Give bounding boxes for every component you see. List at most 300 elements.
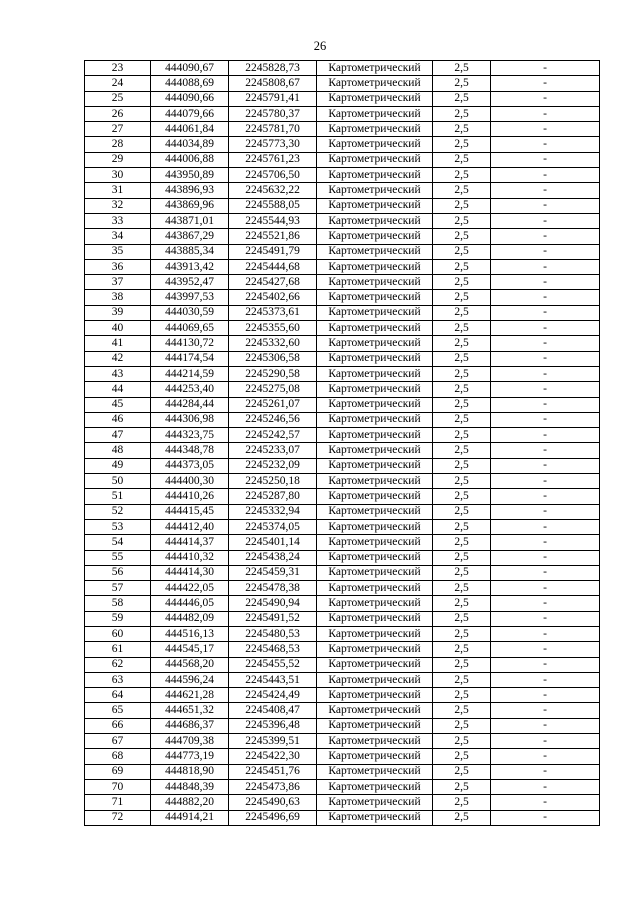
- method-cell: Картометрический: [317, 213, 433, 228]
- description-cell: -: [491, 749, 600, 764]
- point-number-cell: 31: [85, 183, 151, 198]
- description-cell: -: [491, 458, 600, 473]
- table-row: [85, 259, 600, 274]
- x-coordinate-cell: 444545,17: [151, 642, 229, 657]
- description-cell: -: [491, 275, 600, 290]
- table-row: [85, 519, 600, 534]
- table-row: [85, 504, 600, 519]
- description-cell: -: [491, 183, 600, 198]
- x-coordinate-cell: 444414,30: [151, 565, 229, 580]
- accuracy-cell: 2,5: [433, 91, 491, 106]
- table-row: [85, 795, 600, 810]
- table-row: [85, 642, 600, 657]
- method-cell: Картометрический: [317, 657, 433, 672]
- y-coordinate-cell: 2245491,52: [229, 611, 317, 626]
- x-coordinate-cell: 443885,34: [151, 244, 229, 259]
- description-cell: -: [491, 672, 600, 687]
- point-number-cell: 70: [85, 779, 151, 794]
- method-cell: Картометрический: [317, 672, 433, 687]
- y-coordinate-cell: 2245451,76: [229, 764, 317, 779]
- point-number-cell: 29: [85, 152, 151, 167]
- method-cell: Картометрический: [317, 397, 433, 412]
- y-coordinate-cell: 2245791,41: [229, 91, 317, 106]
- x-coordinate-cell: 443869,96: [151, 198, 229, 213]
- coordinates-table: [84, 60, 600, 826]
- table-row: [85, 596, 600, 611]
- method-cell: Картометрический: [317, 611, 433, 626]
- point-number-cell: 69: [85, 764, 151, 779]
- point-number-cell: 48: [85, 443, 151, 458]
- y-coordinate-cell: 2245427,68: [229, 275, 317, 290]
- table-row: [85, 458, 600, 473]
- accuracy-cell: 2,5: [433, 764, 491, 779]
- y-coordinate-cell: 2245396,48: [229, 718, 317, 733]
- table-row: [85, 581, 600, 596]
- description-cell: -: [491, 137, 600, 152]
- point-number-cell: 35: [85, 244, 151, 259]
- x-coordinate-cell: 443952,47: [151, 275, 229, 290]
- point-number-cell: 68: [85, 749, 151, 764]
- description-cell: -: [491, 779, 600, 794]
- accuracy-cell: 2,5: [433, 581, 491, 596]
- y-coordinate-cell: 2245443,51: [229, 672, 317, 687]
- accuracy-cell: 2,5: [433, 275, 491, 290]
- accuracy-cell: 2,5: [433, 152, 491, 167]
- method-cell: Картометрический: [317, 642, 433, 657]
- x-coordinate-cell: 444323,75: [151, 428, 229, 443]
- table-row: [85, 91, 600, 106]
- accuracy-cell: 2,5: [433, 122, 491, 137]
- point-number-cell: 24: [85, 76, 151, 91]
- x-coordinate-cell: 444348,78: [151, 443, 229, 458]
- description-cell: -: [491, 565, 600, 580]
- table-row: [85, 779, 600, 794]
- y-coordinate-cell: 2245422,30: [229, 749, 317, 764]
- x-coordinate-cell: 444414,37: [151, 535, 229, 550]
- y-coordinate-cell: 2245478,38: [229, 581, 317, 596]
- accuracy-cell: 2,5: [433, 397, 491, 412]
- x-coordinate-cell: 444651,32: [151, 703, 229, 718]
- x-coordinate-cell: 444400,30: [151, 474, 229, 489]
- method-cell: Картометрический: [317, 519, 433, 534]
- description-cell: -: [491, 596, 600, 611]
- accuracy-cell: 2,5: [433, 810, 491, 825]
- table-row: [85, 305, 600, 320]
- y-coordinate-cell: 2245544,93: [229, 213, 317, 228]
- point-number-cell: 63: [85, 672, 151, 687]
- accuracy-cell: 2,5: [433, 305, 491, 320]
- method-cell: Картометрический: [317, 305, 433, 320]
- table-row: [85, 122, 600, 137]
- coordinates-table-body: [85, 61, 600, 826]
- table-row: [85, 428, 600, 443]
- description-cell: -: [491, 76, 600, 91]
- point-number-cell: 71: [85, 795, 151, 810]
- x-coordinate-cell: 444069,65: [151, 321, 229, 336]
- method-cell: Картометрический: [317, 458, 433, 473]
- x-coordinate-cell: 444090,66: [151, 91, 229, 106]
- y-coordinate-cell: 2245828,73: [229, 61, 317, 76]
- description-cell: -: [491, 504, 600, 519]
- table-row: [85, 229, 600, 244]
- description-cell: -: [491, 474, 600, 489]
- accuracy-cell: 2,5: [433, 321, 491, 336]
- accuracy-cell: 2,5: [433, 244, 491, 259]
- point-number-cell: 34: [85, 229, 151, 244]
- y-coordinate-cell: 2245496,69: [229, 810, 317, 825]
- x-coordinate-cell: 444174,54: [151, 351, 229, 366]
- method-cell: Картометрический: [317, 321, 433, 336]
- x-coordinate-cell: 444214,59: [151, 366, 229, 381]
- description-cell: -: [491, 764, 600, 779]
- method-cell: Картометрический: [317, 565, 433, 580]
- method-cell: Картометрический: [317, 626, 433, 641]
- method-cell: Картометрический: [317, 259, 433, 274]
- description-cell: -: [491, 382, 600, 397]
- y-coordinate-cell: 2245468,53: [229, 642, 317, 657]
- point-number-cell: 43: [85, 366, 151, 381]
- point-number-cell: 55: [85, 550, 151, 565]
- y-coordinate-cell: 2245399,51: [229, 734, 317, 749]
- point-number-cell: 65: [85, 703, 151, 718]
- x-coordinate-cell: 444621,28: [151, 688, 229, 703]
- accuracy-cell: 2,5: [433, 382, 491, 397]
- method-cell: Картометрический: [317, 106, 433, 121]
- table-row: [85, 810, 600, 825]
- y-coordinate-cell: 2245332,94: [229, 504, 317, 519]
- method-cell: Картометрический: [317, 382, 433, 397]
- method-cell: Картометрический: [317, 504, 433, 519]
- accuracy-cell: 2,5: [433, 672, 491, 687]
- y-coordinate-cell: 2245521,86: [229, 229, 317, 244]
- description-cell: -: [491, 412, 600, 427]
- description-cell: -: [491, 366, 600, 381]
- y-coordinate-cell: 2245781,70: [229, 122, 317, 137]
- method-cell: Картометрический: [317, 779, 433, 794]
- accuracy-cell: 2,5: [433, 106, 491, 121]
- y-coordinate-cell: 2245808,67: [229, 76, 317, 91]
- description-cell: -: [491, 213, 600, 228]
- description-cell: -: [491, 642, 600, 657]
- method-cell: Картометрический: [317, 550, 433, 565]
- accuracy-cell: 2,5: [433, 290, 491, 305]
- y-coordinate-cell: 2245332,60: [229, 336, 317, 351]
- y-coordinate-cell: 2245287,80: [229, 489, 317, 504]
- y-coordinate-cell: 2245250,18: [229, 474, 317, 489]
- accuracy-cell: 2,5: [433, 688, 491, 703]
- accuracy-cell: 2,5: [433, 703, 491, 718]
- x-coordinate-cell: 443867,29: [151, 229, 229, 244]
- description-cell: -: [491, 718, 600, 733]
- y-coordinate-cell: 2245373,61: [229, 305, 317, 320]
- table-row: [85, 336, 600, 351]
- point-number-cell: 46: [85, 412, 151, 427]
- accuracy-cell: 2,5: [433, 336, 491, 351]
- x-coordinate-cell: 444130,72: [151, 336, 229, 351]
- method-cell: Картометрический: [317, 122, 433, 137]
- table-row: [85, 565, 600, 580]
- y-coordinate-cell: 2245401,14: [229, 535, 317, 550]
- method-cell: Картометрический: [317, 688, 433, 703]
- y-coordinate-cell: 2245306,58: [229, 351, 317, 366]
- method-cell: Картометрический: [317, 535, 433, 550]
- method-cell: Картометрический: [317, 152, 433, 167]
- y-coordinate-cell: 2245233,07: [229, 443, 317, 458]
- point-number-cell: 33: [85, 213, 151, 228]
- x-coordinate-cell: 444412,40: [151, 519, 229, 534]
- table-row: [85, 61, 600, 76]
- method-cell: Картометрический: [317, 489, 433, 504]
- table-row: [85, 152, 600, 167]
- table-row: [85, 397, 600, 412]
- point-number-cell: 26: [85, 106, 151, 121]
- accuracy-cell: 2,5: [433, 626, 491, 641]
- description-cell: -: [491, 734, 600, 749]
- point-number-cell: 45: [85, 397, 151, 412]
- accuracy-cell: 2,5: [433, 213, 491, 228]
- y-coordinate-cell: 2245632,22: [229, 183, 317, 198]
- point-number-cell: 72: [85, 810, 151, 825]
- y-coordinate-cell: 2245242,57: [229, 428, 317, 443]
- description-cell: -: [491, 61, 600, 76]
- y-coordinate-cell: 2245455,52: [229, 657, 317, 672]
- description-cell: -: [491, 626, 600, 641]
- accuracy-cell: 2,5: [433, 657, 491, 672]
- method-cell: Картометрический: [317, 290, 433, 305]
- point-number-cell: 39: [85, 305, 151, 320]
- x-coordinate-cell: 444410,32: [151, 550, 229, 565]
- accuracy-cell: 2,5: [433, 489, 491, 504]
- accuracy-cell: 2,5: [433, 734, 491, 749]
- table-row: [85, 535, 600, 550]
- point-number-cell: 36: [85, 259, 151, 274]
- x-coordinate-cell: 444914,21: [151, 810, 229, 825]
- accuracy-cell: 2,5: [433, 795, 491, 810]
- method-cell: Картометрический: [317, 61, 433, 76]
- point-number-cell: 59: [85, 611, 151, 626]
- table-row: [85, 718, 600, 733]
- table-row: [85, 213, 600, 228]
- method-cell: Картометрический: [317, 366, 433, 381]
- point-number-cell: 67: [85, 734, 151, 749]
- method-cell: Картометрический: [317, 198, 433, 213]
- accuracy-cell: 2,5: [433, 351, 491, 366]
- description-cell: -: [491, 550, 600, 565]
- point-number-cell: 66: [85, 718, 151, 733]
- y-coordinate-cell: 2245490,94: [229, 596, 317, 611]
- x-coordinate-cell: 444034,89: [151, 137, 229, 152]
- x-coordinate-cell: 444516,13: [151, 626, 229, 641]
- description-cell: -: [491, 351, 600, 366]
- y-coordinate-cell: 2245773,30: [229, 137, 317, 152]
- x-coordinate-cell: 444373,05: [151, 458, 229, 473]
- method-cell: Картометрический: [317, 76, 433, 91]
- method-cell: Картометрический: [317, 810, 433, 825]
- table-row: [85, 366, 600, 381]
- y-coordinate-cell: 2245424,49: [229, 688, 317, 703]
- table-row: [85, 382, 600, 397]
- x-coordinate-cell: 444253,40: [151, 382, 229, 397]
- point-number-cell: 58: [85, 596, 151, 611]
- y-coordinate-cell: 2245374,05: [229, 519, 317, 534]
- point-number-cell: 42: [85, 351, 151, 366]
- point-number-cell: 51: [85, 489, 151, 504]
- description-cell: -: [491, 703, 600, 718]
- x-coordinate-cell: 444446,05: [151, 596, 229, 611]
- accuracy-cell: 2,5: [433, 779, 491, 794]
- accuracy-cell: 2,5: [433, 535, 491, 550]
- x-coordinate-cell: 444818,90: [151, 764, 229, 779]
- y-coordinate-cell: 2245761,23: [229, 152, 317, 167]
- x-coordinate-cell: 444482,09: [151, 611, 229, 626]
- y-coordinate-cell: 2245706,50: [229, 168, 317, 183]
- x-coordinate-cell: 443950,89: [151, 168, 229, 183]
- x-coordinate-cell: 443913,42: [151, 259, 229, 274]
- method-cell: Картометрический: [317, 734, 433, 749]
- table-row: [85, 703, 600, 718]
- point-number-cell: 28: [85, 137, 151, 152]
- method-cell: Картометрический: [317, 474, 433, 489]
- table-row: [85, 672, 600, 687]
- x-coordinate-cell: 444848,39: [151, 779, 229, 794]
- description-cell: -: [491, 198, 600, 213]
- table-row: [85, 198, 600, 213]
- method-cell: Картометрический: [317, 795, 433, 810]
- method-cell: Картометрический: [317, 428, 433, 443]
- method-cell: Картометрический: [317, 749, 433, 764]
- accuracy-cell: 2,5: [433, 229, 491, 244]
- table-row: [85, 550, 600, 565]
- method-cell: Картометрический: [317, 183, 433, 198]
- x-coordinate-cell: 444415,45: [151, 504, 229, 519]
- method-cell: Картометрический: [317, 764, 433, 779]
- description-cell: -: [491, 795, 600, 810]
- description-cell: -: [491, 611, 600, 626]
- description-cell: -: [491, 91, 600, 106]
- y-coordinate-cell: 2245290,58: [229, 366, 317, 381]
- x-coordinate-cell: 443997,53: [151, 290, 229, 305]
- method-cell: Картометрический: [317, 244, 433, 259]
- method-cell: Картометрический: [317, 351, 433, 366]
- point-number-cell: 38: [85, 290, 151, 305]
- method-cell: Картометрический: [317, 581, 433, 596]
- point-number-cell: 62: [85, 657, 151, 672]
- x-coordinate-cell: 444284,44: [151, 397, 229, 412]
- description-cell: -: [491, 152, 600, 167]
- y-coordinate-cell: 2245402,66: [229, 290, 317, 305]
- point-number-cell: 47: [85, 428, 151, 443]
- table-row: [85, 611, 600, 626]
- description-cell: -: [491, 657, 600, 672]
- x-coordinate-cell: 444410,26: [151, 489, 229, 504]
- description-cell: -: [491, 122, 600, 137]
- x-coordinate-cell: 444596,24: [151, 672, 229, 687]
- method-cell: Картометрический: [317, 168, 433, 183]
- method-cell: Картометрический: [317, 229, 433, 244]
- table-row: [85, 321, 600, 336]
- y-coordinate-cell: 2245261,07: [229, 397, 317, 412]
- point-number-cell: 52: [85, 504, 151, 519]
- accuracy-cell: 2,5: [433, 596, 491, 611]
- table-row: [85, 489, 600, 504]
- description-cell: -: [491, 489, 600, 504]
- table-row: [85, 443, 600, 458]
- y-coordinate-cell: 2245480,53: [229, 626, 317, 641]
- description-cell: -: [491, 688, 600, 703]
- description-cell: -: [491, 168, 600, 183]
- x-coordinate-cell: 444006,88: [151, 152, 229, 167]
- y-coordinate-cell: 2245275,08: [229, 382, 317, 397]
- table-row: [85, 106, 600, 121]
- accuracy-cell: 2,5: [433, 458, 491, 473]
- x-coordinate-cell: 444773,19: [151, 749, 229, 764]
- point-number-cell: 23: [85, 61, 151, 76]
- x-coordinate-cell: 444686,37: [151, 718, 229, 733]
- table-row: [85, 275, 600, 290]
- x-coordinate-cell: 444079,66: [151, 106, 229, 121]
- description-cell: -: [491, 428, 600, 443]
- point-number-cell: 32: [85, 198, 151, 213]
- table-row: [85, 244, 600, 259]
- table-row: [85, 76, 600, 91]
- table-row: [85, 688, 600, 703]
- accuracy-cell: 2,5: [433, 443, 491, 458]
- description-cell: -: [491, 519, 600, 534]
- x-coordinate-cell: 444422,05: [151, 581, 229, 596]
- y-coordinate-cell: 2245355,60: [229, 321, 317, 336]
- x-coordinate-cell: 444090,67: [151, 61, 229, 76]
- y-coordinate-cell: 2245473,86: [229, 779, 317, 794]
- accuracy-cell: 2,5: [433, 749, 491, 764]
- y-coordinate-cell: 2245780,37: [229, 106, 317, 121]
- accuracy-cell: 2,5: [433, 550, 491, 565]
- x-coordinate-cell: 444088,69: [151, 76, 229, 91]
- description-cell: -: [491, 810, 600, 825]
- accuracy-cell: 2,5: [433, 183, 491, 198]
- x-coordinate-cell: 444882,20: [151, 795, 229, 810]
- y-coordinate-cell: 2245459,31: [229, 565, 317, 580]
- x-coordinate-cell: 444306,98: [151, 412, 229, 427]
- accuracy-cell: 2,5: [433, 642, 491, 657]
- point-number-cell: 61: [85, 642, 151, 657]
- accuracy-cell: 2,5: [433, 412, 491, 427]
- y-coordinate-cell: 2245444,68: [229, 259, 317, 274]
- table-row: [85, 412, 600, 427]
- accuracy-cell: 2,5: [433, 611, 491, 626]
- method-cell: Картометрический: [317, 718, 433, 733]
- y-coordinate-cell: 2245246,56: [229, 412, 317, 427]
- table-row: [85, 764, 600, 779]
- x-coordinate-cell: 444030,59: [151, 305, 229, 320]
- page-number: 26: [313, 39, 327, 53]
- y-coordinate-cell: 2245438,24: [229, 550, 317, 565]
- description-cell: -: [491, 259, 600, 274]
- point-number-cell: 64: [85, 688, 151, 703]
- y-coordinate-cell: 2245490,63: [229, 795, 317, 810]
- accuracy-cell: 2,5: [433, 259, 491, 274]
- method-cell: Картометрический: [317, 443, 433, 458]
- table-row: [85, 657, 600, 672]
- point-number-cell: 57: [85, 581, 151, 596]
- method-cell: Картометрический: [317, 137, 433, 152]
- method-cell: Картометрический: [317, 412, 433, 427]
- point-number-cell: 54: [85, 535, 151, 550]
- point-number-cell: 25: [85, 91, 151, 106]
- point-number-cell: 44: [85, 382, 151, 397]
- description-cell: -: [491, 305, 600, 320]
- x-coordinate-cell: 444709,38: [151, 734, 229, 749]
- table-row: [85, 734, 600, 749]
